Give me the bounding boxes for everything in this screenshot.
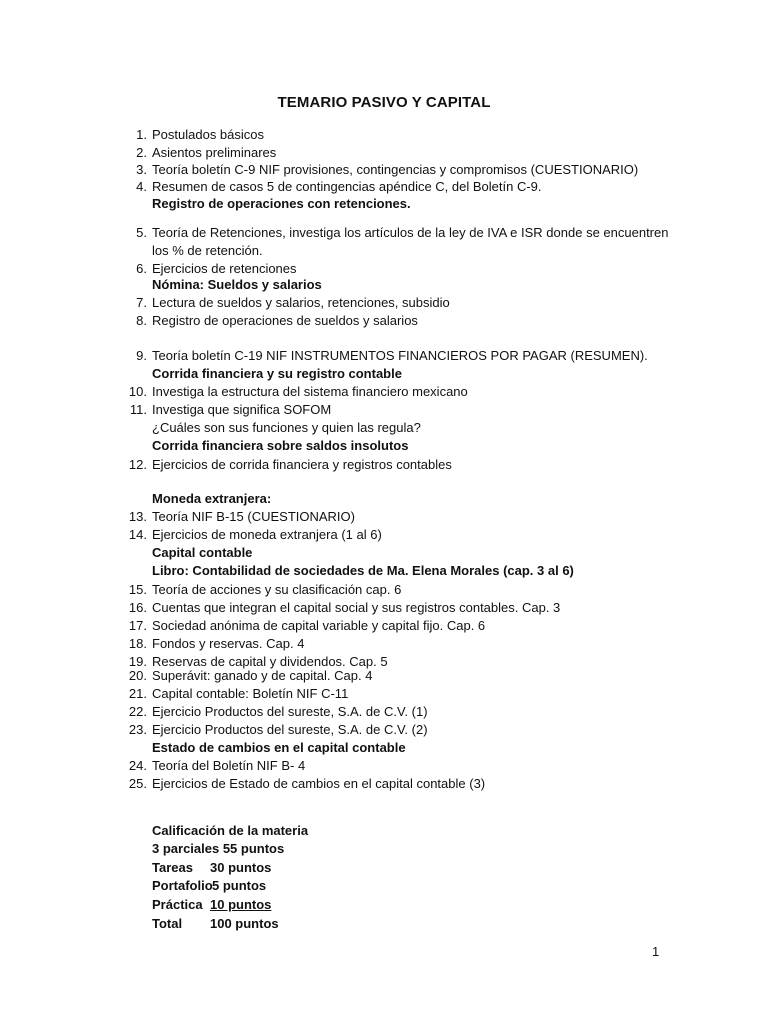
grading-value: 30 puntos	[210, 860, 272, 875]
item-text: Teoría boletín C-19 NIF INSTRUMENTOS FINANCIEROS POR PAGAR (RESUMEN).	[152, 348, 648, 363]
grading-row-practica	[152, 897, 271, 913]
grading-label: Práctica	[152, 897, 203, 912]
item-number: 18.	[128, 636, 147, 651]
item-text: Teoría boletín C-9 NIF provisiones, contingencias y compromisos (CUESTIONARIO)	[152, 162, 639, 177]
item-number: 4.	[136, 179, 147, 194]
item-text: Postulados básicos	[152, 127, 265, 142]
item-number: 23.	[128, 722, 147, 737]
grading-label: Portafolio	[152, 878, 213, 893]
grading-value: 100 puntos	[210, 916, 279, 931]
section-heading-text: Registro de operaciones con retenciones.	[152, 196, 411, 211]
page-number: 1	[652, 944, 660, 959]
item-text: Asientos preliminares	[152, 145, 277, 160]
item-text: Investiga la estructura del sistema financiero mexicano	[152, 384, 468, 399]
item-number: 2.	[136, 145, 147, 160]
section-heading-text: Libro: Contabilidad de sociedades de Ma. Elena Morales (cap. 3 al 6)	[152, 563, 574, 578]
section-heading-text: Nómina: Sueldos y salarios	[152, 277, 322, 292]
grading-heading: Calificación de la materia	[152, 823, 309, 838]
item-text: Resumen de casos 5 de contingencias apéndice C, del Boletín C-9.	[152, 179, 542, 194]
item-text: Teoría del Boletín NIF B- 4	[152, 758, 306, 773]
grading-value: 5 puntos	[212, 878, 267, 893]
item-text: Ejercicios de moneda extranjera (1 al 6)	[152, 527, 382, 542]
item-text: Teoría de acciones y su clasificación cap. 6	[152, 582, 402, 597]
item-number: 20.	[128, 668, 147, 683]
section-heading-text: Moneda extranjera:	[152, 491, 272, 506]
item-text: Ejercicios de retenciones	[152, 261, 297, 276]
grading-row-tareas	[152, 860, 271, 876]
item-number: 11.	[129, 402, 147, 417]
item-number: 7.	[136, 295, 147, 310]
item-text: Teoría NIF B-15 (CUESTIONARIO)	[152, 509, 355, 524]
item-number: 1.	[136, 127, 147, 142]
grading-parciales: 3 parciales 55 puntos	[152, 841, 285, 856]
section-heading-text: Estado de cambios en el capital contable	[152, 740, 406, 755]
item-number: 13.	[128, 509, 147, 524]
item-number: 19.	[128, 654, 147, 669]
document-title: TEMARIO PASIVO Y CAPITAL	[277, 94, 491, 111]
item-text: Fondos y reservas. Cap. 4	[152, 636, 305, 651]
grading-label: Tareas	[152, 860, 193, 875]
item-number: 25.	[128, 776, 147, 791]
item-number: 5.	[136, 225, 147, 240]
item-text: ¿Cuáles son sus funciones y quien las regula?	[152, 420, 421, 435]
item-number: 17.	[128, 618, 147, 633]
item-number: 14.	[128, 527, 147, 542]
item-text: Investiga que significa SOFOM	[152, 402, 332, 417]
section-heading-text: Corrida financiera sobre saldos insolutos	[152, 438, 409, 453]
item-text: Superávit: ganado y de capital. Cap. 4	[152, 668, 373, 683]
grading-row-total	[152, 916, 279, 932]
item-number: 24.	[128, 758, 147, 773]
item-number: 6.	[136, 261, 147, 276]
item-text: los % de retención.	[152, 243, 263, 258]
item-text: Ejercicio Productos del sureste, S.A. de C.V. (1)	[152, 704, 428, 719]
item-number: 15.	[128, 582, 147, 597]
item-text: Teoría de Retenciones, investiga los artículos de la ley de IVA e ISR donde se encuentren	[152, 225, 669, 240]
grading-row-portafolio	[152, 878, 266, 894]
item-text: Ejercicios de Estado de cambios en el capital contable (3)	[152, 776, 486, 791]
item-text: Cuentas que integran el capital social y sus registros contables. Cap. 3	[152, 600, 561, 615]
item-text: Sociedad anónima de capital variable y capital fijo. Cap. 6	[152, 618, 486, 633]
section-heading-text: Capital contable	[152, 545, 253, 560]
item-text: Ejercicios de corrida financiera y registros contables	[152, 457, 452, 472]
item-text: Lectura de sueldos y salarios, retenciones, subsidio	[152, 295, 450, 310]
item-number: 12.	[128, 457, 147, 472]
item-text: Registro de operaciones de sueldos y salarios	[152, 313, 418, 328]
item-number: 16.	[128, 600, 147, 615]
item-text: Capital contable: Boletín NIF C-11	[152, 686, 349, 701]
item-number: 9.	[136, 348, 147, 363]
grading-value: 10 puntos	[210, 897, 272, 912]
item-text: Reservas de capital y dividendos. Cap. 5	[152, 654, 388, 669]
section-heading-text: Corrida financiera y su registro contable	[152, 366, 402, 381]
item-number: 10.	[128, 384, 147, 399]
item-number: 3.	[136, 162, 147, 177]
item-number: 21.	[128, 686, 147, 701]
item-text: Ejercicio Productos del sureste, S.A. de C.V. (2)	[152, 722, 428, 737]
item-number: 8.	[136, 313, 147, 328]
item-number: 22.	[128, 704, 147, 719]
grading-label: Total	[152, 916, 183, 931]
